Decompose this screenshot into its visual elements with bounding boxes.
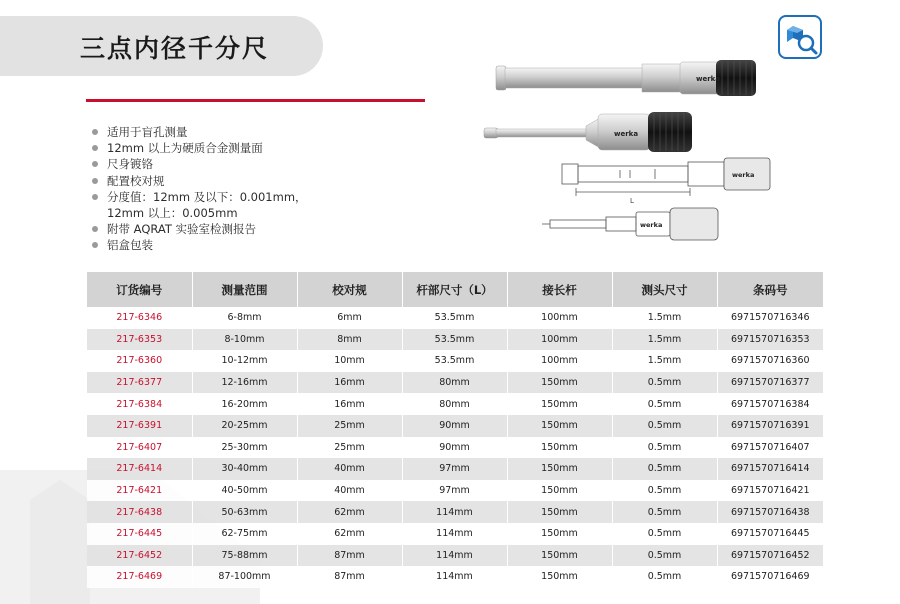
cell-range: 87-100mm bbox=[192, 566, 297, 588]
cell-order-no: 217-6421 bbox=[87, 480, 192, 502]
brand-mark: werka bbox=[614, 130, 639, 138]
cell-barcode: 6971570716346 bbox=[717, 307, 823, 329]
cell-order-no: 217-6407 bbox=[87, 437, 192, 459]
cell-rod-size: 53.5mm bbox=[402, 350, 507, 372]
cell-setting-ring: 87mm bbox=[297, 545, 402, 567]
cell-order-no: 217-6469 bbox=[87, 566, 192, 588]
bullet-icon bbox=[92, 161, 98, 167]
cell-probe-size: 0.5mm bbox=[612, 545, 717, 567]
cell-order-no: 217-6438 bbox=[87, 501, 192, 523]
table-row bbox=[87, 566, 823, 588]
cell-probe-size: 0.5mm bbox=[612, 437, 717, 459]
cell-extension-rod: 150mm bbox=[507, 566, 612, 588]
cell-probe-size: 1.5mm bbox=[612, 329, 717, 351]
cell-probe-size: 0.5mm bbox=[612, 372, 717, 394]
feature-item: 尺身镀铬 bbox=[92, 156, 307, 172]
cell-extension-rod: 100mm bbox=[507, 329, 612, 351]
feature-item: 分度值：12mm 及以下：0.001mm， 12mm 以上：0.005mm bbox=[92, 189, 307, 221]
column-header-rod-size: 杆部尺寸（L） bbox=[402, 272, 507, 307]
cell-barcode: 6971570716407 bbox=[717, 437, 823, 459]
cell-order-no: 217-6353 bbox=[87, 329, 192, 351]
micrometer-photo-large bbox=[496, 60, 756, 96]
table-row bbox=[87, 458, 823, 480]
cell-range: 12-16mm bbox=[192, 372, 297, 394]
cell-range: 30-40mm bbox=[192, 458, 297, 480]
cell-rod-size: 114mm bbox=[402, 545, 507, 567]
column-header-range: 测量范围 bbox=[192, 272, 297, 307]
cell-rod-size: 80mm bbox=[402, 393, 507, 415]
cell-extension-rod: 150mm bbox=[507, 458, 612, 480]
cell-order-no: 217-6391 bbox=[87, 415, 192, 437]
table-row bbox=[87, 350, 823, 372]
cell-barcode: 6971570716445 bbox=[717, 523, 823, 545]
cell-probe-size: 0.5mm bbox=[612, 501, 717, 523]
cell-rod-size: 114mm bbox=[402, 523, 507, 545]
cell-setting-ring: 62mm bbox=[297, 501, 402, 523]
cell-setting-ring: 25mm bbox=[297, 415, 402, 437]
cell-probe-size: 1.5mm bbox=[612, 307, 717, 329]
feature-item: 附带 AQRAT 实验室检测报告 bbox=[92, 221, 307, 237]
cell-rod-size: 97mm bbox=[402, 458, 507, 480]
cell-extension-rod: 100mm bbox=[507, 350, 612, 372]
specification-table bbox=[87, 272, 823, 588]
table-header-row bbox=[87, 272, 823, 307]
brand-mark: werka bbox=[640, 221, 663, 229]
bullet-icon bbox=[92, 242, 98, 248]
table-row bbox=[87, 501, 823, 523]
cell-setting-ring: 40mm bbox=[297, 480, 402, 502]
feature-item: 铝盒包装 bbox=[92, 237, 307, 253]
cell-barcode: 6971570716469 bbox=[717, 566, 823, 588]
cell-probe-size: 0.5mm bbox=[612, 415, 717, 437]
cell-rod-size: 97mm bbox=[402, 480, 507, 502]
cell-rod-size: 80mm bbox=[402, 372, 507, 394]
technical-drawing-small bbox=[542, 208, 718, 240]
cell-setting-ring: 10mm bbox=[297, 350, 402, 372]
cell-order-no: 217-6346 bbox=[87, 307, 192, 329]
cell-extension-rod: 150mm bbox=[507, 480, 612, 502]
cell-order-no: 217-6377 bbox=[87, 372, 192, 394]
bullet-icon bbox=[92, 226, 98, 232]
cell-extension-rod: 150mm bbox=[507, 415, 612, 437]
cell-barcode: 6971570716438 bbox=[717, 501, 823, 523]
column-header-setting-ring: 校对规 bbox=[297, 272, 402, 307]
cell-range: 16-20mm bbox=[192, 393, 297, 415]
cell-barcode: 6971570716391 bbox=[717, 415, 823, 437]
cell-barcode: 6971570716353 bbox=[717, 329, 823, 351]
page-title: 三点内径千分尺 bbox=[80, 34, 270, 63]
cell-barcode: 6971570716452 bbox=[717, 545, 823, 567]
cell-range: 40-50mm bbox=[192, 480, 297, 502]
column-header-order-no: 订货编号 bbox=[87, 272, 192, 307]
cell-extension-rod: 150mm bbox=[507, 545, 612, 567]
cell-rod-size: 90mm bbox=[402, 415, 507, 437]
feature-item: 配置校对规 bbox=[92, 173, 307, 189]
cell-range: 62-75mm bbox=[192, 523, 297, 545]
table-row bbox=[87, 545, 823, 567]
bullet-icon bbox=[92, 145, 98, 151]
feature-item-continuation: 12mm 以上：0.005mm bbox=[107, 206, 238, 221]
cell-order-no: 217-6360 bbox=[87, 350, 192, 372]
cell-order-no: 217-6384 bbox=[87, 393, 192, 415]
cell-rod-size: 114mm bbox=[402, 501, 507, 523]
title-underline bbox=[86, 99, 425, 102]
cell-setting-ring: 6mm bbox=[297, 307, 402, 329]
cell-extension-rod: 150mm bbox=[507, 372, 612, 394]
column-header-probe-size: 测头尺寸 bbox=[612, 272, 717, 307]
bullet-icon bbox=[92, 194, 98, 200]
cell-extension-rod: 150mm bbox=[507, 523, 612, 545]
table-row bbox=[87, 372, 823, 394]
cell-setting-ring: 16mm bbox=[297, 393, 402, 415]
bullet-icon bbox=[92, 129, 98, 135]
cell-probe-size: 0.5mm bbox=[612, 523, 717, 545]
cell-range: 6-8mm bbox=[192, 307, 297, 329]
cell-barcode: 6971570716360 bbox=[717, 350, 823, 372]
cell-extension-rod: 150mm bbox=[507, 501, 612, 523]
cell-setting-ring: 25mm bbox=[297, 437, 402, 459]
cell-setting-ring: 8mm bbox=[297, 329, 402, 351]
cell-barcode: 6971570716384 bbox=[717, 393, 823, 415]
dimension-label-l: L bbox=[630, 197, 634, 205]
cell-probe-size: 1.5mm bbox=[612, 350, 717, 372]
column-header-extension-rod: 接长杆 bbox=[507, 272, 612, 307]
cell-range: 25-30mm bbox=[192, 437, 297, 459]
cell-order-no: 217-6445 bbox=[87, 523, 192, 545]
cell-probe-size: 0.5mm bbox=[612, 458, 717, 480]
column-header-barcode: 条码号 bbox=[717, 272, 823, 307]
table-row bbox=[87, 393, 823, 415]
cell-rod-size: 53.5mm bbox=[402, 329, 507, 351]
feature-item: 适用于盲孔测量 bbox=[92, 124, 307, 140]
cell-setting-ring: 16mm bbox=[297, 372, 402, 394]
cell-range: 10-12mm bbox=[192, 350, 297, 372]
cell-extension-rod: 150mm bbox=[507, 437, 612, 459]
cell-barcode: 6971570716377 bbox=[717, 372, 823, 394]
cell-setting-ring: 87mm bbox=[297, 566, 402, 588]
micrometer-illustration bbox=[470, 52, 790, 252]
table-row bbox=[87, 307, 823, 329]
cell-order-no: 217-6452 bbox=[87, 545, 192, 567]
brand-mark: werka bbox=[732, 171, 755, 179]
table-row bbox=[87, 329, 823, 351]
search-product-icon bbox=[783, 20, 819, 56]
table-row bbox=[87, 523, 823, 545]
cell-range: 75-88mm bbox=[192, 545, 297, 567]
brand-mark: werka bbox=[696, 75, 721, 83]
cell-probe-size: 0.5mm bbox=[612, 393, 717, 415]
cell-range: 20-25mm bbox=[192, 415, 297, 437]
cell-order-no: 217-6414 bbox=[87, 458, 192, 480]
cell-setting-ring: 40mm bbox=[297, 458, 402, 480]
feature-item: 12mm 以上为硬质合金测量面 bbox=[92, 140, 307, 156]
cell-probe-size: 0.5mm bbox=[612, 566, 717, 588]
cell-rod-size: 114mm bbox=[402, 566, 507, 588]
bullet-icon bbox=[92, 178, 98, 184]
table-row bbox=[87, 437, 823, 459]
cell-rod-size: 90mm bbox=[402, 437, 507, 459]
cell-barcode: 6971570716421 bbox=[717, 480, 823, 502]
table-body bbox=[87, 307, 823, 588]
cell-probe-size: 0.5mm bbox=[612, 480, 717, 502]
table-row bbox=[87, 415, 823, 437]
cell-range: 8-10mm bbox=[192, 329, 297, 351]
cell-extension-rod: 150mm bbox=[507, 393, 612, 415]
cell-barcode: 6971570716414 bbox=[717, 458, 823, 480]
cell-rod-size: 53.5mm bbox=[402, 307, 507, 329]
cell-setting-ring: 62mm bbox=[297, 523, 402, 545]
cell-extension-rod: 100mm bbox=[507, 307, 612, 329]
cell-range: 50-63mm bbox=[192, 501, 297, 523]
table-row bbox=[87, 480, 823, 502]
micrometer-photo-small bbox=[484, 112, 692, 152]
feature-list bbox=[92, 124, 307, 254]
